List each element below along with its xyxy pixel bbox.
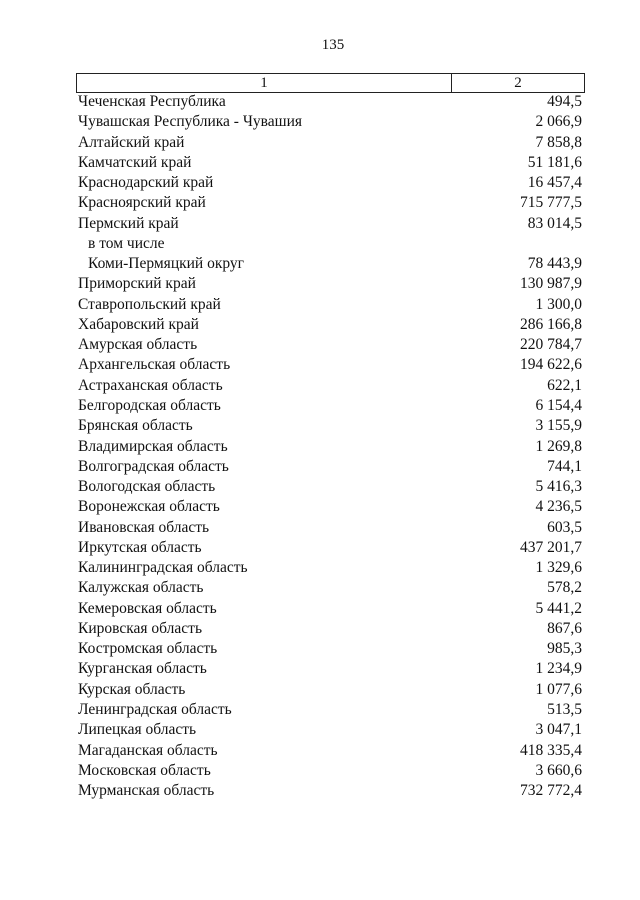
row-name: Брянская область xyxy=(78,417,193,435)
table-row xyxy=(78,355,582,375)
table-row xyxy=(78,619,582,639)
row-value: 1 300,0 xyxy=(535,295,582,313)
row-value: 51 181,6 xyxy=(527,153,582,171)
table-row xyxy=(78,376,582,396)
row-name: Московская область xyxy=(78,761,211,779)
row-name: Архангельская область xyxy=(78,356,231,374)
row-name: Кировская область xyxy=(78,619,203,637)
row-value: 16 457,4 xyxy=(527,174,582,192)
table-row xyxy=(78,254,582,274)
row-name: Костромская область xyxy=(78,640,218,658)
table-row xyxy=(78,133,582,153)
table-row xyxy=(78,396,582,416)
row-value: 1 329,6 xyxy=(535,559,582,577)
row-value: 6 154,4 xyxy=(535,396,582,414)
row-name: Белгородская область xyxy=(78,396,221,414)
row-name: Магаданская область xyxy=(78,741,218,759)
row-name: в том числе xyxy=(88,234,165,252)
row-value: 83 014,5 xyxy=(527,214,582,232)
row-value: 418 335,4 xyxy=(520,741,582,759)
row-name: Чеченская Республика xyxy=(78,93,226,110)
table-row xyxy=(78,153,582,173)
table-row xyxy=(78,112,582,132)
row-value: 1 077,6 xyxy=(535,680,582,698)
row-name: Волгоградская область xyxy=(78,457,229,475)
row-name: Калининградская область xyxy=(78,559,248,577)
row-value: 5 416,3 xyxy=(535,478,582,496)
row-name: Липецкая область xyxy=(78,721,197,739)
table-row xyxy=(78,437,582,457)
row-value: 3 047,1 xyxy=(535,721,582,739)
row-value: 1 269,8 xyxy=(535,437,582,455)
row-name: Ставропольский край xyxy=(78,295,221,313)
table-row xyxy=(78,518,582,538)
table-row xyxy=(78,214,582,234)
row-name: Приморский край xyxy=(78,275,196,293)
row-value: 5 441,2 xyxy=(535,599,582,617)
row-value: 622,1 xyxy=(547,376,582,394)
column-header-1: 1 xyxy=(77,74,452,92)
table-row xyxy=(78,457,582,477)
row-value: 3 660,6 xyxy=(535,761,582,779)
row-name: Калужская область xyxy=(78,579,204,597)
row-name: Вологодская область xyxy=(78,478,216,496)
row-name: Краснодарский край xyxy=(78,174,214,192)
row-name: Пермский край xyxy=(78,214,179,232)
row-value: 494,5 xyxy=(547,93,582,110)
row-name: Мурманская область xyxy=(78,782,215,800)
row-name: Курская область xyxy=(78,680,186,698)
row-name: Ивановская область xyxy=(78,518,210,536)
row-name: Алтайский край xyxy=(78,133,185,151)
row-value: 286 166,8 xyxy=(520,315,582,333)
row-value: 78 443,9 xyxy=(527,255,582,273)
row-value: 715 777,5 xyxy=(520,194,582,212)
row-name: Кемеровская область xyxy=(78,599,217,617)
table-row xyxy=(78,315,582,335)
row-name: Астраханская область xyxy=(78,376,223,394)
row-value: 578,2 xyxy=(547,579,582,597)
row-name: Чувашская Республика - Чувашия xyxy=(78,113,303,131)
row-name: Хабаровский край xyxy=(78,315,199,333)
row-name: Иркутская область xyxy=(78,538,202,556)
row-name: Красноярский край xyxy=(78,194,206,212)
table-row xyxy=(78,497,582,517)
table-row xyxy=(78,335,582,355)
row-value: 220 784,7 xyxy=(520,336,582,354)
page-number: 135 xyxy=(321,37,345,53)
row-value: 985,3 xyxy=(547,640,582,658)
table-body xyxy=(78,92,582,801)
row-value: 437 201,7 xyxy=(520,538,582,556)
row-value: 4 236,5 xyxy=(535,498,582,516)
table-row xyxy=(78,639,582,659)
row-name: Камчатский край xyxy=(78,153,192,171)
table-row xyxy=(78,558,582,578)
row-value: 130 987,9 xyxy=(520,275,582,293)
row-value: 744,1 xyxy=(547,457,582,475)
table-header xyxy=(76,73,585,93)
table-row xyxy=(78,295,582,315)
row-value: 513,5 xyxy=(547,700,582,718)
row-value: 194 622,6 xyxy=(520,356,582,374)
row-value: 732 772,4 xyxy=(520,782,582,800)
table-row xyxy=(78,781,582,801)
table-row xyxy=(78,761,582,781)
table-row xyxy=(78,578,582,598)
row-name: Ленинградская область xyxy=(78,700,232,718)
table-row xyxy=(78,416,582,436)
row-name: Коми-Пермяцкий округ xyxy=(88,255,245,273)
row-value: 1 234,9 xyxy=(535,660,582,678)
row-value: 867,6 xyxy=(547,619,582,637)
table-row xyxy=(78,538,582,558)
row-name: Воронежская область xyxy=(78,498,220,516)
table-row xyxy=(78,741,582,761)
table-row xyxy=(78,92,582,112)
table-row xyxy=(78,274,582,294)
table-row xyxy=(78,173,582,193)
row-name: Амурская область xyxy=(78,336,198,354)
row-name: Владимирская область xyxy=(78,437,228,455)
row-name: Курганская область xyxy=(78,660,207,678)
table-row xyxy=(78,477,582,497)
table-row xyxy=(78,680,582,700)
table-row xyxy=(78,193,582,213)
table-row xyxy=(78,599,582,619)
table-row xyxy=(78,234,582,254)
row-value: 3 155,9 xyxy=(535,417,582,435)
table-row xyxy=(78,720,582,740)
row-value: 7 858,8 xyxy=(535,133,582,151)
table-row xyxy=(78,700,582,720)
row-value: 2 066,9 xyxy=(535,113,582,131)
column-header-2: 2 xyxy=(514,75,522,91)
table-row xyxy=(78,659,582,679)
row-value: 603,5 xyxy=(547,518,582,536)
